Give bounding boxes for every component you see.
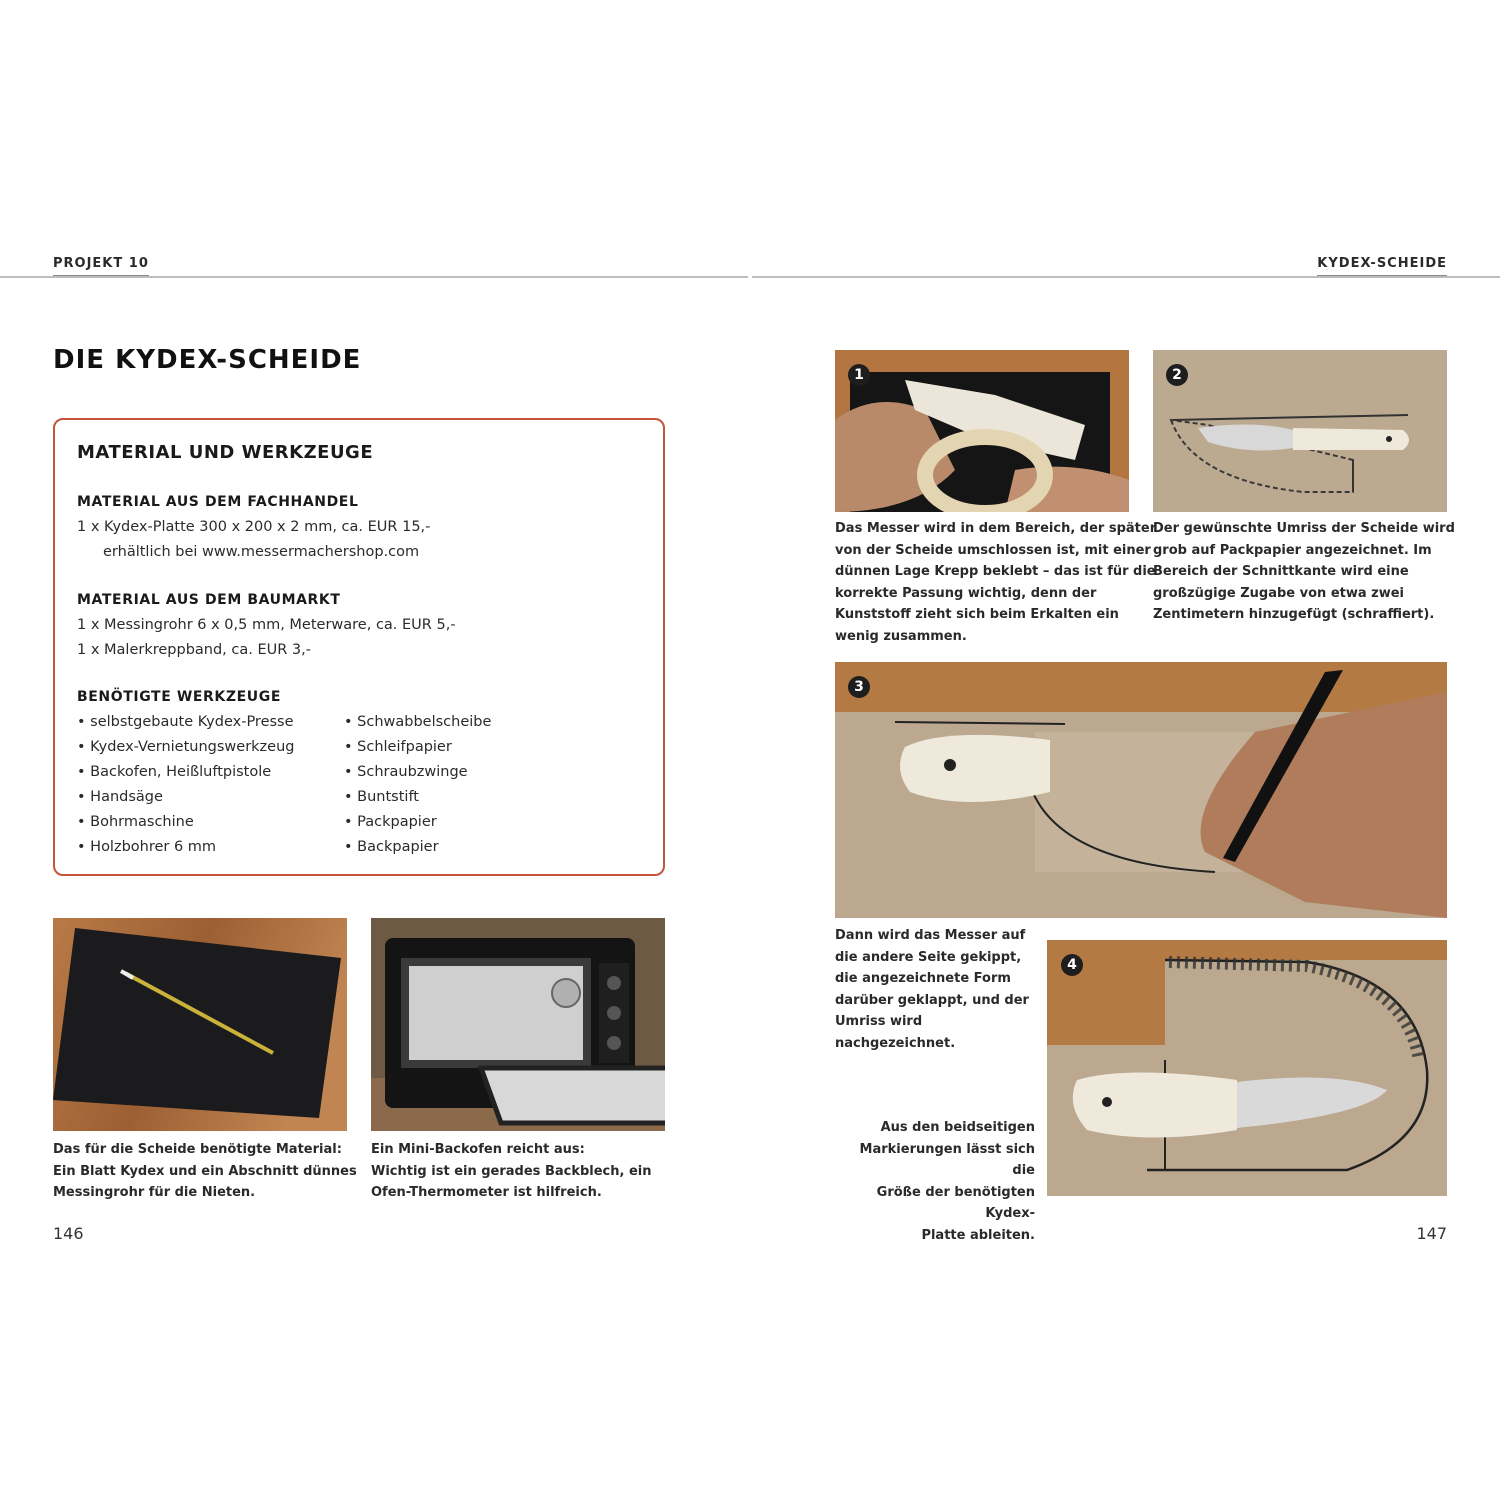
running-head-right: KYDEX-SCHEIDE [1317, 256, 1447, 276]
caption-line: Platte ableiten. [921, 1227, 1035, 1243]
section-heading-baumarkt: MATERIAL AUS DEM BAUMARKT [77, 592, 341, 608]
caption-line: Größe der benötigten Kydex- [876, 1184, 1035, 1221]
caption-line: korrekte Passung wichtig, denn der [835, 585, 1097, 601]
caption-line: die andere Seite gekippt, [835, 949, 1022, 965]
tool-item: • Schwabbelscheibe [344, 714, 492, 730]
photo-step-3 [835, 662, 1447, 918]
header-rule-right [752, 276, 1500, 278]
caption-line: Das Messer wird in dem Bereich, der später [835, 521, 1157, 536]
caption-line: Ein Blatt Kydex und ein Abschnitt dünnes [53, 1163, 357, 1179]
photo-kydex-sheet [53, 918, 347, 1131]
caption-line: grob auf Packpapier angezeichnet. Im [1153, 542, 1432, 558]
material-box [53, 418, 665, 876]
section-heading-werkzeuge: BENÖTIGTE WERKZEUGE [77, 689, 282, 705]
caption-line: wenig zusammen. [835, 628, 967, 644]
step-badge-4: 4 [1061, 954, 1083, 976]
tool-item: • Buntstift [344, 789, 419, 805]
photo-mini-oven [371, 918, 665, 1131]
caption-step-1 [835, 518, 1156, 647]
tool-item: • Bohrmaschine [77, 814, 194, 830]
tool-item: • Schraubzwinge [344, 764, 468, 780]
caption-step-3 [835, 925, 1029, 1054]
tools-list-right [344, 710, 491, 860]
caption-kydex [53, 1139, 357, 1204]
photo-step-4 [1047, 940, 1447, 1196]
page-title: DIE KYDEX-SCHEIDE [53, 345, 362, 375]
material-box-heading: MATERIAL UND WERKZEUGE [77, 442, 374, 463]
page-number-left: 146 [53, 1224, 84, 1243]
caption-line: Ein Mini-Backofen reicht aus: [371, 1142, 585, 1157]
caption-line: darüber geklappt, und der [835, 992, 1029, 1008]
step-badge-1: 1 [848, 364, 870, 386]
tool-item: • Schleifpapier [344, 739, 452, 755]
page-number-right: 147 [1416, 1224, 1447, 1243]
photo-step-2 [1153, 350, 1447, 512]
photo-step-1 [835, 350, 1129, 512]
caption-line: Zentimetern hinzugefügt (schraffiert). [1153, 607, 1435, 622]
tool-item: • Backofen, Heißluftpistole [77, 764, 272, 780]
tool-item: • Backpapier [344, 839, 439, 855]
caption-line: Dann wird das Messer auf [835, 928, 1026, 943]
caption-line: Aus den beidseitigen [880, 1120, 1035, 1135]
baumarkt-line-1: 1 x Messingrohr 6 x 0,5 mm, Meterware, ca. EUR 5,- [77, 617, 456, 633]
section-heading-fachhandel: MATERIAL AUS DEM FACHHANDEL [77, 494, 359, 510]
tool-item: • Kydex-Vernietungswerkzeug [77, 739, 295, 755]
fachhandel-line-1: 1 x Kydex-Platte 300 x 200 x 2 mm, ca. EUR 15,- [77, 519, 431, 535]
caption-step-4 [835, 1117, 1035, 1246]
running-head-left: PROJEKT 10 [53, 256, 149, 276]
fachhandel-line-2: erhältlich bei www.messermachershop.com [103, 544, 420, 560]
caption-line: Das für die Scheide benötigte Material: [53, 1142, 342, 1157]
caption-oven [371, 1139, 652, 1204]
caption-line: dünnen Lage Krepp beklebt – das ist für die [835, 564, 1156, 579]
step-badge-2: 2 [1166, 364, 1188, 386]
tool-item: • selbstgebaute Kydex-Presse [77, 714, 294, 730]
caption-line: Ofen-Thermometer ist hilfreich. [371, 1185, 602, 1200]
caption-step-2 [1153, 518, 1455, 626]
baumarkt-line-2: 1 x Malerkreppband, ca. EUR 3,- [77, 642, 312, 658]
tool-item: • Handsäge [77, 789, 163, 805]
caption-line: Der gewünschte Umriss der Scheide wird [1153, 521, 1455, 536]
caption-line: Markierungen lässt sich die [859, 1141, 1035, 1178]
step-badge-3: 3 [848, 676, 870, 698]
caption-line: von der Scheide umschlossen ist, mit einer [835, 542, 1151, 558]
caption-line: Umriss wird [835, 1014, 923, 1029]
caption-line: großzügige Zugabe von etwa zwei [1153, 585, 1405, 601]
caption-line: Kunststoff zieht sich beim Erkalten ein [835, 607, 1119, 622]
tools-list-left [77, 710, 294, 860]
caption-line: Bereich der Schnittkante wird eine [1153, 564, 1409, 579]
tool-item: • Packpapier [344, 814, 437, 830]
caption-line: nachgezeichnet. [835, 1035, 956, 1051]
caption-line: Messingrohr für die Nieten. [53, 1185, 256, 1200]
header-rule-left [0, 276, 748, 278]
caption-line: die angezeichnete Form [835, 971, 1011, 986]
caption-line: Wichtig ist ein gerades Backblech, ein [371, 1163, 652, 1179]
tool-item: • Holzbohrer 6 mm [77, 839, 217, 855]
